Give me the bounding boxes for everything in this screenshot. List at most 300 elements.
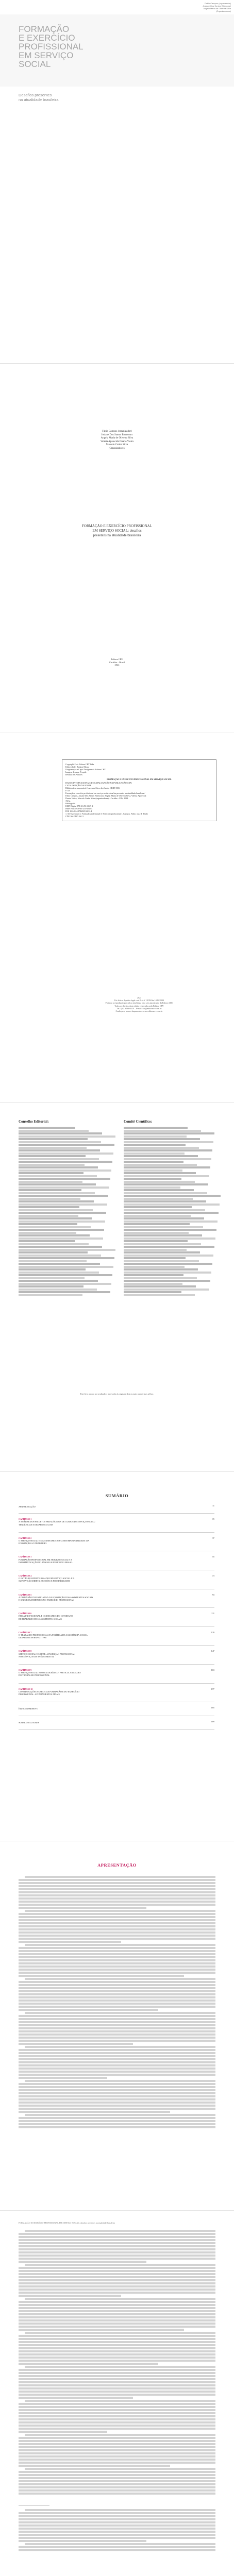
board-member-line: [19, 1263, 100, 1265]
board-member-line: [124, 1187, 180, 1189]
text-line: [19, 2540, 146, 2542]
text-line: [19, 1938, 215, 1940]
board-member-line: [19, 1200, 94, 1202]
text-line: [19, 1990, 215, 1992]
board-member-line: [124, 1274, 183, 1276]
text-line: [19, 2341, 215, 2343]
toc-chapter-title: DO TRABALHO PROFISSIONAL: [19, 1674, 50, 1677]
text-line: [19, 1950, 215, 1952]
catalog-card-line: 1. Serviço social 2. Formação profissional 3. Exercício profissional I. Campos, Fabio. org. II. Título: [65, 812, 148, 815]
text-line: [19, 2338, 215, 2340]
text-line: [19, 2245, 215, 2247]
text-line: [25, 2012, 215, 2014]
board-member-line: [124, 1212, 219, 1214]
toc-chapter-title: SERVIÇO SOCIAL E SAÚDE: A INSERÇÃO PROFISSIONAL: [19, 1652, 75, 1655]
toc-chapter-label: CAPÍTULO 3: [19, 1555, 32, 1558]
text-line: [19, 2465, 170, 2467]
text-line: [19, 2285, 215, 2287]
header-info-line: Fabio Campos (organizador): [205, 2, 231, 5]
board-member-line: [19, 1153, 113, 1155]
publication-year: 2024: [114, 664, 120, 666]
board-member-line: [19, 1138, 88, 1140]
scientific-committee-title: Comitê Científico:: [124, 1120, 153, 1124]
board-member-line: [19, 1175, 97, 1177]
board-member-line: [124, 1243, 201, 1245]
text-line: [19, 1928, 215, 1930]
catalog-line: Imagem de capa: Freepik: [65, 771, 87, 773]
cover-title: [19, 25, 106, 69]
text-line: [19, 1879, 215, 1881]
catalog-line: Revisão: Os Autores: [65, 773, 82, 776]
text-line: [19, 1984, 215, 1986]
catalog-card-line: CDU 364 CDD 361.3: [65, 815, 83, 818]
text-line: [19, 2058, 215, 2060]
text-line: [19, 2043, 133, 2045]
text-line: [25, 2264, 215, 2266]
copyright-line: Foi feito o depósito legal conf. Lei nº 10.994 de 14/12/2004: [114, 999, 164, 1002]
board-member-line: [19, 1289, 97, 1291]
text-line: [19, 2003, 215, 2005]
text-line: [19, 2064, 215, 2066]
text-line: [19, 2239, 215, 2241]
text-line: [19, 2316, 215, 2318]
text-line: [19, 1897, 215, 1900]
text-line: [25, 1876, 215, 1878]
text-line: [19, 2083, 215, 2085]
board-member-line: [124, 1294, 195, 1296]
board-member-line: [124, 1200, 206, 1202]
text-line: [19, 2018, 215, 2020]
toc-entry[interactable]: [19, 1518, 214, 1533]
toc-entry-text: ÍNDICE REMISSIVO: [19, 1707, 38, 1710]
toc-chapter-label: CAPÍTULO 9: [19, 1669, 32, 1672]
text-line: [19, 2452, 215, 2454]
text-line: [19, 1885, 215, 1887]
board-member-line: [19, 1217, 92, 1219]
text-line: [19, 2431, 107, 2433]
catalog-card-line: Bibliografia: [65, 802, 76, 805]
book-title-line: presentes na atualidade brasileira: [93, 533, 141, 537]
board-member-line: [124, 1291, 181, 1293]
board-member-line: [19, 1266, 113, 1268]
board-member-line: [124, 1260, 199, 1262]
toc-entry[interactable]: [19, 1650, 214, 1665]
board-member-line: [124, 1164, 197, 1166]
board-member-line: [124, 1204, 220, 1206]
text-line: [19, 2347, 215, 2349]
text-line: [19, 2406, 215, 2408]
catalog-card-line: Fabio Campos, Josiane Dos Santos Bitencourt, Angela Maria de Oliveira Silva, Valéria Aparecida: [65, 794, 146, 797]
text-line: [19, 2372, 215, 2374]
board-member-line: [19, 1172, 83, 1174]
board-member-line: [19, 1198, 80, 1200]
text-line: [19, 2446, 215, 2448]
toc-page-number: 163: [211, 1669, 214, 1672]
catalog-card-line: ISBN Digital 978-65-251-6029-4: [65, 805, 93, 807]
text-line: [19, 2313, 215, 2315]
text-line: [19, 2489, 215, 2492]
table-of-contents: [19, 1504, 214, 1734]
text-line: [19, 1959, 215, 1961]
text-line: [19, 2471, 215, 2473]
text-line: [19, 2061, 215, 2063]
text-line: [25, 1944, 215, 1946]
board-member-line: [19, 1170, 111, 1172]
text-line: [19, 1922, 215, 1924]
text-line: [19, 2251, 215, 2253]
text-line: [19, 1931, 215, 1934]
text-line: [19, 2549, 215, 2551]
board-member-line: [124, 1153, 185, 1155]
text-line: [19, 2353, 215, 2355]
board-member-line: [19, 1234, 90, 1236]
toc-page-number: 11: [212, 1504, 214, 1507]
board-member-line: [124, 1266, 185, 1268]
text-line: [19, 1919, 215, 1921]
board-footer: [0, 1393, 234, 1396]
toc-entry[interactable]: [19, 1594, 214, 1608]
toc-entry[interactable]: [19, 1669, 214, 1684]
board-member-line: [124, 1289, 209, 1291]
catalog-card-line: DADOS INTERNACIONAIS DE CATALOGAÇÃO NA PUBLICAÇÃO (CIP): [65, 782, 132, 784]
text-line: [19, 2344, 215, 2346]
text-line: [19, 2236, 215, 2238]
board-member-line: [19, 1223, 77, 1225]
cover-header-info: [164, 2, 231, 12]
text-line: [25, 2366, 215, 2368]
board-member-line: [124, 1226, 203, 1228]
text-line: [19, 2071, 215, 2073]
cover-subtitle-line: Desafios presentes: [19, 93, 52, 97]
header-info-line: (Organizadores): [216, 10, 231, 12]
toc-page-number: 93: [212, 1593, 214, 1596]
board-member-line: [19, 1141, 101, 1143]
text-line: [19, 2077, 107, 2079]
board-member-line: [19, 1268, 86, 1270]
text-line: [19, 2242, 215, 2244]
text-line: [19, 2394, 215, 2396]
cover-title-line: FORMAÇÃO: [19, 24, 70, 34]
text-line: [19, 2295, 121, 2297]
text-line: [19, 2381, 215, 2383]
toc-chapter-title: A ANÁLISE DOS PROJETOS PEDAGÓGICOS DE CURSOS DE SERVIÇO SOCIAL:: [19, 1520, 96, 1523]
toc-chapter-title: E SEUS REBATIMENTOS NO EXERCÍCIO PROFISSIONAL: [19, 1599, 74, 1602]
editorial-council-list: [19, 1127, 122, 1297]
catalog-card-line: Formação e exercício profissional em serviço social: desafios presentes na atualidade brasileira /: [65, 792, 145, 794]
board-member-line: [19, 1136, 115, 1138]
editorial-council-title: Conselho Editorial:: [19, 1120, 49, 1124]
text-line: [25, 2509, 215, 2511]
text-line: [19, 2052, 215, 2054]
catalog-line: Editor-chefe: Railson Moura: [65, 766, 89, 768]
text-line: [25, 2543, 215, 2545]
board-member-line: [124, 1285, 196, 1287]
text-line: [19, 2428, 215, 2430]
board-member-line: [124, 1132, 214, 1134]
board-member-line: [124, 1158, 211, 1160]
board-member-line: [19, 1127, 75, 1129]
board-member-line: [124, 1257, 186, 1259]
text-line: [19, 2015, 215, 2017]
text-line: [19, 2486, 215, 2488]
text-line: [25, 2434, 215, 2436]
text-line: [19, 2357, 215, 2359]
board-member-line: [19, 1204, 107, 1206]
text-line: [19, 2258, 215, 2260]
text-line: [25, 2468, 215, 2470]
author-line: Valéria Aparecida Duarte Vieira: [101, 440, 133, 443]
text-line: [19, 2369, 215, 2371]
text-line: [19, 1999, 215, 2002]
text-line: [19, 2030, 215, 2032]
text-line: [19, 2304, 215, 2306]
board-member-line: [19, 1189, 81, 1191]
board-member-line: [19, 1221, 105, 1223]
board-member-line: [124, 1161, 183, 1163]
text-line: [19, 2055, 215, 2057]
title-authors: [0, 430, 234, 450]
toc-entry[interactable]: [19, 1574, 214, 1589]
board-member-line: [124, 1175, 209, 1177]
text-line: [19, 2397, 133, 2399]
toc-page-number: 55: [212, 1555, 214, 1558]
toc-chapter-label: CAPÍTULO 8: [19, 1650, 32, 1653]
text-line: [19, 2528, 215, 2530]
author-line: Josiane Dos Santos Bitencourt: [101, 433, 133, 436]
board-member-line: [124, 1238, 215, 1240]
board-member-line: [124, 1221, 218, 1223]
cover-title-line: PROFISSIONAL: [19, 42, 83, 52]
footnotes: [19, 2509, 215, 2552]
catalog-card-line: F723: [65, 789, 70, 792]
text-line: [19, 1993, 215, 1995]
toc-entry[interactable]: [19, 1631, 214, 1646]
toc-chapter-title: DESAFIOS E PERSPECTIVAS: [19, 1636, 47, 1639]
text-line: [19, 2108, 215, 2110]
toc-entry[interactable]: [19, 1537, 214, 1552]
text-line: [19, 1882, 215, 1884]
board-member-line: [124, 1217, 204, 1219]
board-member-line: [124, 1181, 195, 1183]
toc-chapter-title: NOS SERVIÇOS DE SAÚDE MENTAL: [19, 1655, 55, 1658]
author-line: Marcelo Cunha Silva: [106, 444, 128, 446]
toc-chapter-label: CAPÍTULO 7: [19, 1631, 32, 1634]
text-line: [19, 2289, 215, 2291]
catalog-card-title: FORMAÇÃO E EXERCÍCIO PROFISSIONAL EM SERVIÇO SOCIAL: [107, 778, 172, 781]
copyright-line: Todos os direitos desta edição reservados pela Editora CRV: [114, 1004, 164, 1007]
toc-page-number: 185: [211, 1706, 214, 1709]
board-member-line: [124, 1138, 200, 1140]
board-member-line: [19, 1132, 102, 1134]
board-member-line: [124, 1263, 212, 1265]
cover-title-line: EM SERVIÇO: [19, 50, 74, 60]
text-line: [19, 1901, 215, 1903]
text-line: [19, 1965, 215, 1968]
summary-page: [0, 1478, 234, 1841]
board-member-line: [124, 1127, 188, 1129]
board-member-line: [19, 1183, 96, 1185]
toc-entry[interactable]: [19, 1555, 214, 1570]
board-member-line: [19, 1149, 100, 1151]
summary-title: SUMÁRIO: [105, 1493, 129, 1498]
text-line: [25, 2230, 215, 2232]
text-line: [19, 2483, 215, 2485]
text-line: [19, 2126, 215, 2128]
toc-entry[interactable]: [19, 1706, 214, 1716]
board-member-line: [19, 1251, 88, 1253]
text-line: [19, 2534, 215, 2536]
text-line: [19, 2455, 215, 2458]
text-line: [19, 2292, 215, 2294]
toc-entry[interactable]: [19, 1612, 214, 1627]
toc-chapter-label: CAPÍTULO 2: [19, 1536, 32, 1539]
cover-subtitle: [19, 93, 122, 102]
text-line: [25, 2046, 215, 2048]
copyright-line: Tel.: (41) 3039-6418 – E-mail: sac@editoracrv.com.br: [116, 1007, 162, 1010]
text-line: [19, 2021, 215, 2023]
board-member-line: [124, 1277, 197, 1279]
toc-chapter-title: TENDÊNCIAS E DESAFIOS ATUAIS: [19, 1523, 53, 1526]
cover-title-line: E EXERCÍCIO: [19, 33, 75, 43]
text-line: [25, 2298, 215, 2300]
toc-page-number: 129: [211, 1631, 214, 1634]
text-line: [25, 2114, 215, 2116]
board-member-line: [124, 1170, 182, 1172]
board-member-line: [124, 1234, 202, 1236]
board-member-line: [124, 1141, 213, 1143]
board-member-line: [124, 1136, 187, 1138]
board-member-line: [19, 1274, 112, 1276]
cover-subtitle-line: na atualidade brasileira: [19, 97, 59, 102]
text-line: [19, 2040, 215, 2042]
text-line: [25, 1978, 215, 1980]
text-line: [19, 2443, 215, 2445]
text-line: [19, 2255, 215, 2257]
board-member-line: [19, 1158, 99, 1160]
book-title-line: EM SERVIÇO SOCIAL: desafios: [92, 529, 142, 533]
text-line: [19, 2326, 215, 2328]
board-member-line: [124, 1178, 181, 1180]
board-member-line: [124, 1195, 221, 1197]
text-line: [25, 1910, 215, 1912]
text-line: [19, 2095, 215, 2097]
board-member-line: [19, 1226, 91, 1228]
board-member-line: [19, 1249, 115, 1251]
board-member-line: [19, 1240, 75, 1242]
header-info-line: Josiane Dos Santos Bitencourt: [203, 5, 231, 7]
board-member-line: [19, 1164, 85, 1166]
toc-entry[interactable]: [19, 1720, 214, 1730]
text-line: [19, 2493, 215, 2495]
text-line: [19, 2524, 215, 2527]
board-member-line: [19, 1192, 95, 1194]
board-member-line: [124, 1144, 186, 1146]
catalog-card-line: DOI 10.24824/978652516032.4: [65, 810, 92, 812]
text-line: [19, 2111, 170, 2113]
text-line: [19, 2276, 215, 2278]
toc-chapter-title: O TRABALHO PROFISSIONAL NA POLÍTICA DE ASSISTÊNCIA SOCIAL:: [19, 1634, 89, 1637]
board-member-line: [19, 1212, 106, 1214]
toc-page-number: 147: [211, 1650, 214, 1653]
board-member-line: [124, 1240, 188, 1242]
text-line: [19, 1888, 215, 1890]
text-line: [19, 2098, 215, 2100]
board-member-line: [19, 1215, 78, 1217]
toc-page-number: 15: [212, 1518, 214, 1521]
author-line: (Organizadores): [108, 447, 126, 450]
toc-chapter-label: CAPÍTULO 1: [19, 1518, 32, 1521]
text-line: [19, 2074, 215, 2076]
board-member-line: [19, 1277, 85, 1279]
board-member-line: [19, 1255, 101, 1257]
board-member-line: [19, 1195, 108, 1197]
text-line: [19, 2089, 215, 2091]
board-member-line: [124, 1229, 216, 1231]
text-line: [19, 2521, 215, 2523]
text-line: [19, 2009, 158, 2011]
text-line: [19, 2117, 215, 2119]
text-line: [19, 2319, 215, 2321]
text-line: [19, 1891, 215, 1893]
board-member-line: [124, 1149, 212, 1151]
text-line: [19, 1935, 215, 1937]
text-line: [19, 2248, 215, 2250]
text-line: [19, 2546, 215, 2548]
imprint: [0, 658, 234, 667]
text-line: [19, 2123, 215, 2125]
text-line: [19, 1941, 121, 1943]
cover-title-line: SOCIAL: [19, 59, 51, 69]
text-line: [19, 2409, 215, 2411]
text-line: [19, 2024, 215, 2026]
toc-chapter-label: CAPÍTULO 10: [19, 1687, 33, 1690]
text-line: [19, 2425, 215, 2427]
text-line: [19, 2006, 215, 2008]
text-line: [19, 2384, 215, 2386]
header-info-line: Angela Maria de Oliveira Silva: [203, 7, 231, 10]
text-line: [19, 2480, 215, 2482]
toc-chapter-title: INFORMATIZAÇÃO DO ENSINO SUPERIOR NO BRASIL: [19, 1561, 73, 1564]
board-member-line: [124, 1189, 194, 1191]
text-line: [19, 1953, 215, 1955]
toc-page-number: 177: [211, 1687, 214, 1690]
board-member-line: [124, 1147, 199, 1149]
copyright-line: Proibida a reprodução parcial ou total desta obra sem autorização da Editora CRV: [105, 1002, 173, 1005]
board-member-line: [19, 1243, 89, 1245]
text-line: [19, 2421, 215, 2424]
toc-entry[interactable]: [19, 1504, 214, 1514]
board-member-line: [124, 1249, 187, 1251]
book-title: [21, 524, 213, 538]
author-line: Fabio Campos (organizador): [102, 430, 132, 433]
text-page: [0, 2216, 234, 2576]
board-member-line: [19, 1181, 82, 1183]
toc-chapter-title: CONSIDERAÇÕES ACERCA DA FORMAÇÃO E DO EXERCÍCIO: [19, 1690, 79, 1693]
catalog-card-line: Duarte Vieira, Marcelo Cunha Silva (organizadores) – Curitiba : CRV, 2024.: [65, 797, 129, 800]
text-line: [19, 1962, 215, 1964]
board-member-line: [124, 1268, 198, 1270]
toc-entry[interactable]: [19, 1688, 214, 1703]
board-member-line: [19, 1246, 102, 1248]
board-member-line: [124, 1166, 210, 1168]
text-line: [19, 2282, 215, 2284]
board-member-line: [19, 1280, 98, 1282]
toc-chapter-title: DE TRABALHO DOS ASSISTENTES SOCIAIS: [19, 1617, 62, 1620]
text-line: [19, 2415, 215, 2417]
text-line: [19, 2279, 215, 2281]
text-line: [19, 2027, 215, 2029]
catalog-card-line: Bibliotecária responsável: Luzenira Alves dos Santos CRB9/1506: [65, 787, 120, 789]
